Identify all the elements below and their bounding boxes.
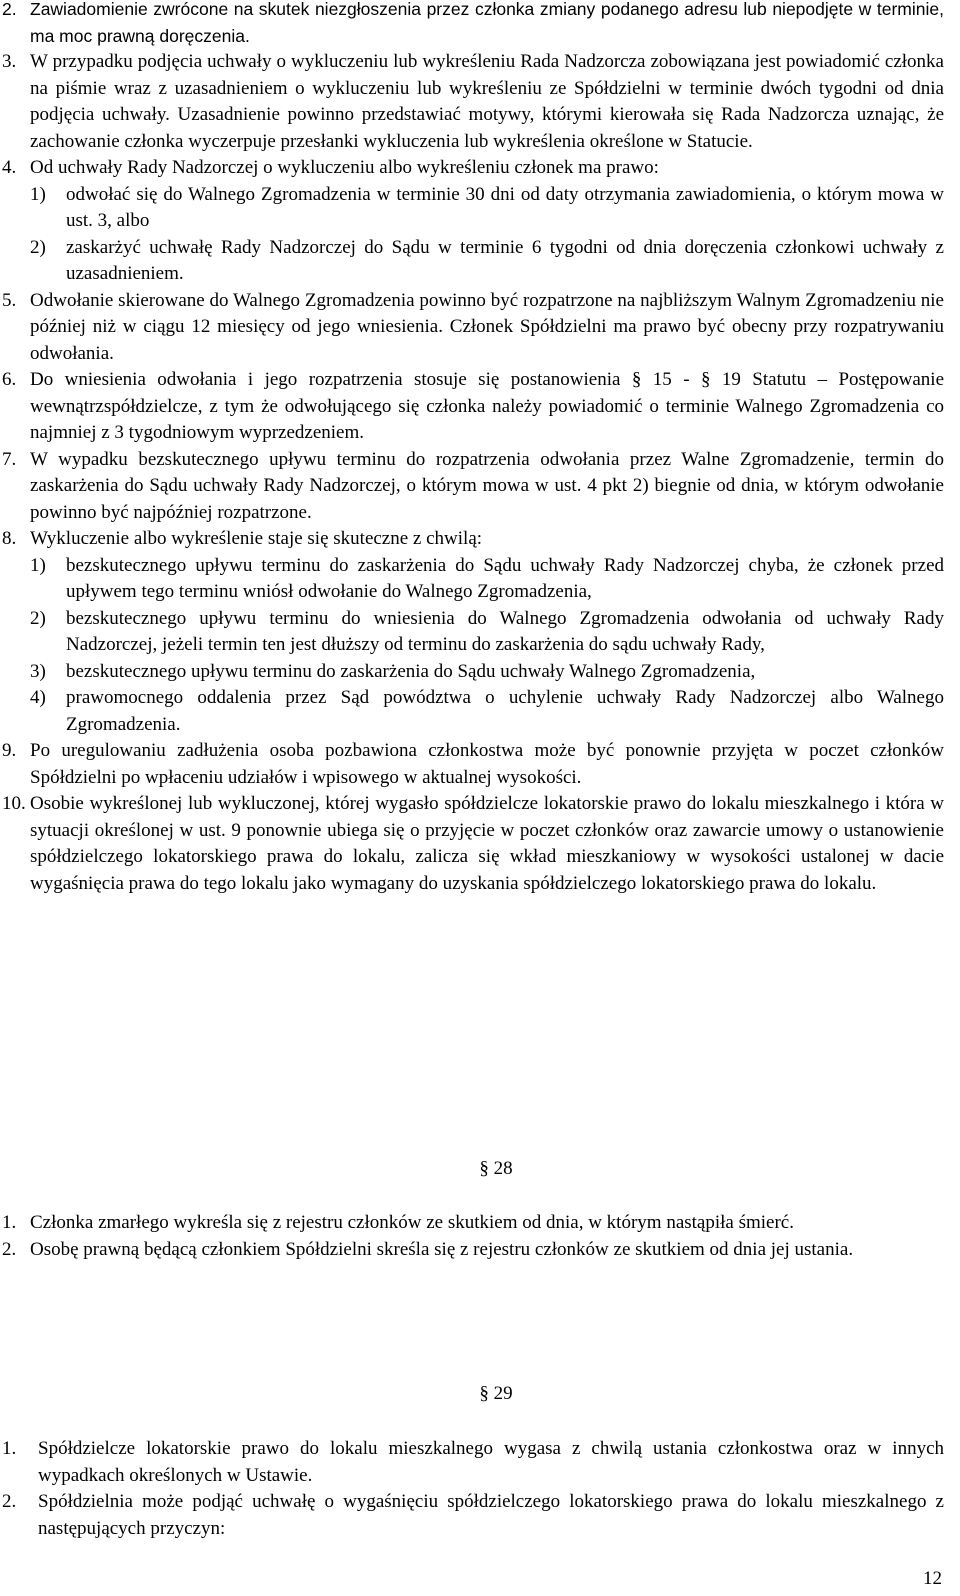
sub-item [30,685,944,738]
list-item [0,0,960,49]
sub-item-text: odwołać się do Walnego Zgromadzenia w terminie 30 dni od daty otrzymania zawiadomienia, o którym mowa w ust. 3, albo [66,183,944,231]
list-item [0,447,960,527]
list-item [0,288,960,368]
sub-item-number: 1) [30,554,46,576]
item-number: 4. [2,157,17,178]
list-item [0,526,960,553]
item-text: Do wniesienia odwołania i jego rozpatrzenia stosuje się postanowienia § 15 - § 19 Statutu – Postępowanie wewnątrzspółdzielcze, z tym że odwołującego się członka należy powiadomić o terminie Walnego Zgromadzenia co najmniej z 3 tygodniowym wyprzedzeniem. [30,369,944,443]
sub-item-text: zaskarżyć uchwałę Rady Nadzorczej do Sądu w terminie 6 tygodni od dnia doręczenia członkowi uchwały z uzasadnieniem. [66,236,944,284]
section-heading-text: § 29 [479,1383,513,1404]
section-29-items [0,1436,960,1542]
sub-item [30,553,944,606]
item-text: W przypadku podjęcia uchwały o wykluczeniu lub wykreśleniu Rada Nadzorcza zobowiązana jest powiadomić członka na piśmie wraz z uzasadnieniem o wykluczeniu lub wykreśleniu ze Spółdzielni w terminie dwóch tygodni od dnia podjęcia uchwały. Uzasadnienie powinno przedstawiać motywy, którymi kierowała się Rada Nadzorcza uznając, że zachowanie członka wyczerpuje przesłanki wykluczenia lub wykreślenia określone w Statucie. [30,51,944,152]
list-item [0,49,960,155]
list-item [0,1436,960,1489]
section-heading-29 [0,1381,960,1408]
section-heading-28 [0,1156,960,1183]
item-text: Członka zmarłego wykreśla się z rejestru członków ze skutkiem od dnia, w którym nastąpiła śmierć. [30,1212,794,1233]
list-item [0,1210,960,1237]
sub-item-text: bezskutecznego upływu terminu do zaskarżenia do Sądu uchwały Rady Nadzorczej chyba, że członek przed upływem tego terminu wniósł odwołanie do Walnego Zgromadzenia, [66,554,944,602]
list-item [0,791,960,897]
item-number: 5. [2,289,17,311]
sub-item-text: bezskutecznego upływu terminu do wniesienia do Walnego Zgromadzenia odwołania od uchwały Rady Nadzorczej, jeżeli termin ten jest dłuższy od terminu do zaskarżenia do sądu uchwały Rady, [66,607,944,655]
section-heading-text: § 28 [479,1158,513,1179]
item-number: 9. [2,740,17,761]
page-number: 12 [923,1568,942,1589]
sub-item [30,182,944,235]
item-text: Wykluczenie albo wykreślenie staje się skuteczne z chwilą: [30,528,483,549]
item-text: Spółdzielcze lokatorskie prawo do lokalu mieszkalnego wygasa z chwilą ustania członkostwa oraz w innych wypadkach określonych w Ustawie. [38,1438,944,1486]
item-text: Spółdzielnia może podjąć uchwałę o wygaśnięciu spółdzielczego lokatorskiego prawa do lokalu mieszkalnego z następujących przyczyn: [38,1491,944,1539]
sub-item-number: 2) [30,607,46,629]
item-text: Osobie wykreślonej lub wykluczonej, której wygasło spółdzielcze lokatorskie prawo do lokalu mieszkalnego i która w sytuacji określonej w ust. 9 ponownie ubiega się o przyjęcie w poczet członków oraz zawarcie umowy o ustanowienie spółdzielczego lokatorskiego prawa do lokalu, zalicza się wkład mieszkaniowy w wysokości ustalonej w dacie wygaśnięcia prawa do tego lokalu jako wymagany do uzyskania spółdzielczego lokatorskiego prawa do lokalu. [30,793,944,894]
item-number: 1. [2,1438,17,1459]
item-number: 2. [2,1491,17,1512]
item-number: 1. [2,1212,17,1233]
list-item [0,155,960,182]
item-text: W wypadku bezskutecznego upływu terminu do rozpatrzenia odwołania przez Walne Zgromadzenie, termin do zaskarżenia do Sądu uchwały Rady Nadzorczej, o którym mowa w ust. 4 pkt 2) biegnie od dnia, w którym odwołanie powinno być najpóźniej rozpatrzone. [30,448,944,523]
sub-item-number: 3) [30,660,46,682]
section-28-items [0,1210,960,1263]
item-number: 8. [2,528,17,549]
sub-item [30,235,944,288]
sub-item-text: prawomocnego oddalenia przez Sąd powództwa o uchylenie uchwały Rady Nadzorczej albo Walnego Zgromadzenia. [66,687,944,735]
list-item [0,738,960,791]
item-number: 3. [2,51,17,72]
sub-item-number: 1) [30,183,46,205]
item-number: 2. [2,0,17,19]
item-text: Od uchwały Rady Nadzorczej o wykluczeniu albo wykreśleniu członek ma prawo: [30,157,659,178]
item-text: Po uregulowaniu zadłużenia osoba pozbawiona członkostwa może być ponownie przyjęta w poczet członków Spółdzielni po wpłaceniu udziałów i wpisowego w aktualnej wysokości. [30,740,944,788]
sub-item-number: 4) [30,687,46,708]
list-item [0,367,960,447]
sub-item [30,659,944,686]
item-text: Zawiadomienie zwrócone na skutek niezgłoszenia przez członka zmiany podanego adresu lub niepodjęte w terminie, ma moc prawną doręczenia. [30,0,944,46]
item-number: 10. [2,793,26,814]
sub-item [30,606,944,659]
item-number: 6. [2,369,17,390]
item-number: 7. [2,448,17,470]
list-item [0,1237,960,1264]
list-item [0,1489,960,1542]
sub-item-text: bezskutecznego upływu terminu do zaskarżenia do Sądu uchwały Walnego Zgromadzenia, [66,660,756,682]
sub-item-number: 2) [30,236,46,258]
item-text: Osobę prawną będącą członkiem Spółdzielni skreśla się z rejestru członków ze skutkiem od dnia jej ustania. [30,1238,854,1260]
item-number: 2. [2,1238,17,1260]
item-text: Odwołanie skierowane do Walnego Zgromadzenia powinno być rozpatrzone na najbliższym Walnym Zgromadzeniu nie później niż w ciągu 12 miesięcy od jego wniesienia. Członek Spółdzielni ma prawo być obecny przy rozpatrywaniu odwołania. [30,289,944,364]
